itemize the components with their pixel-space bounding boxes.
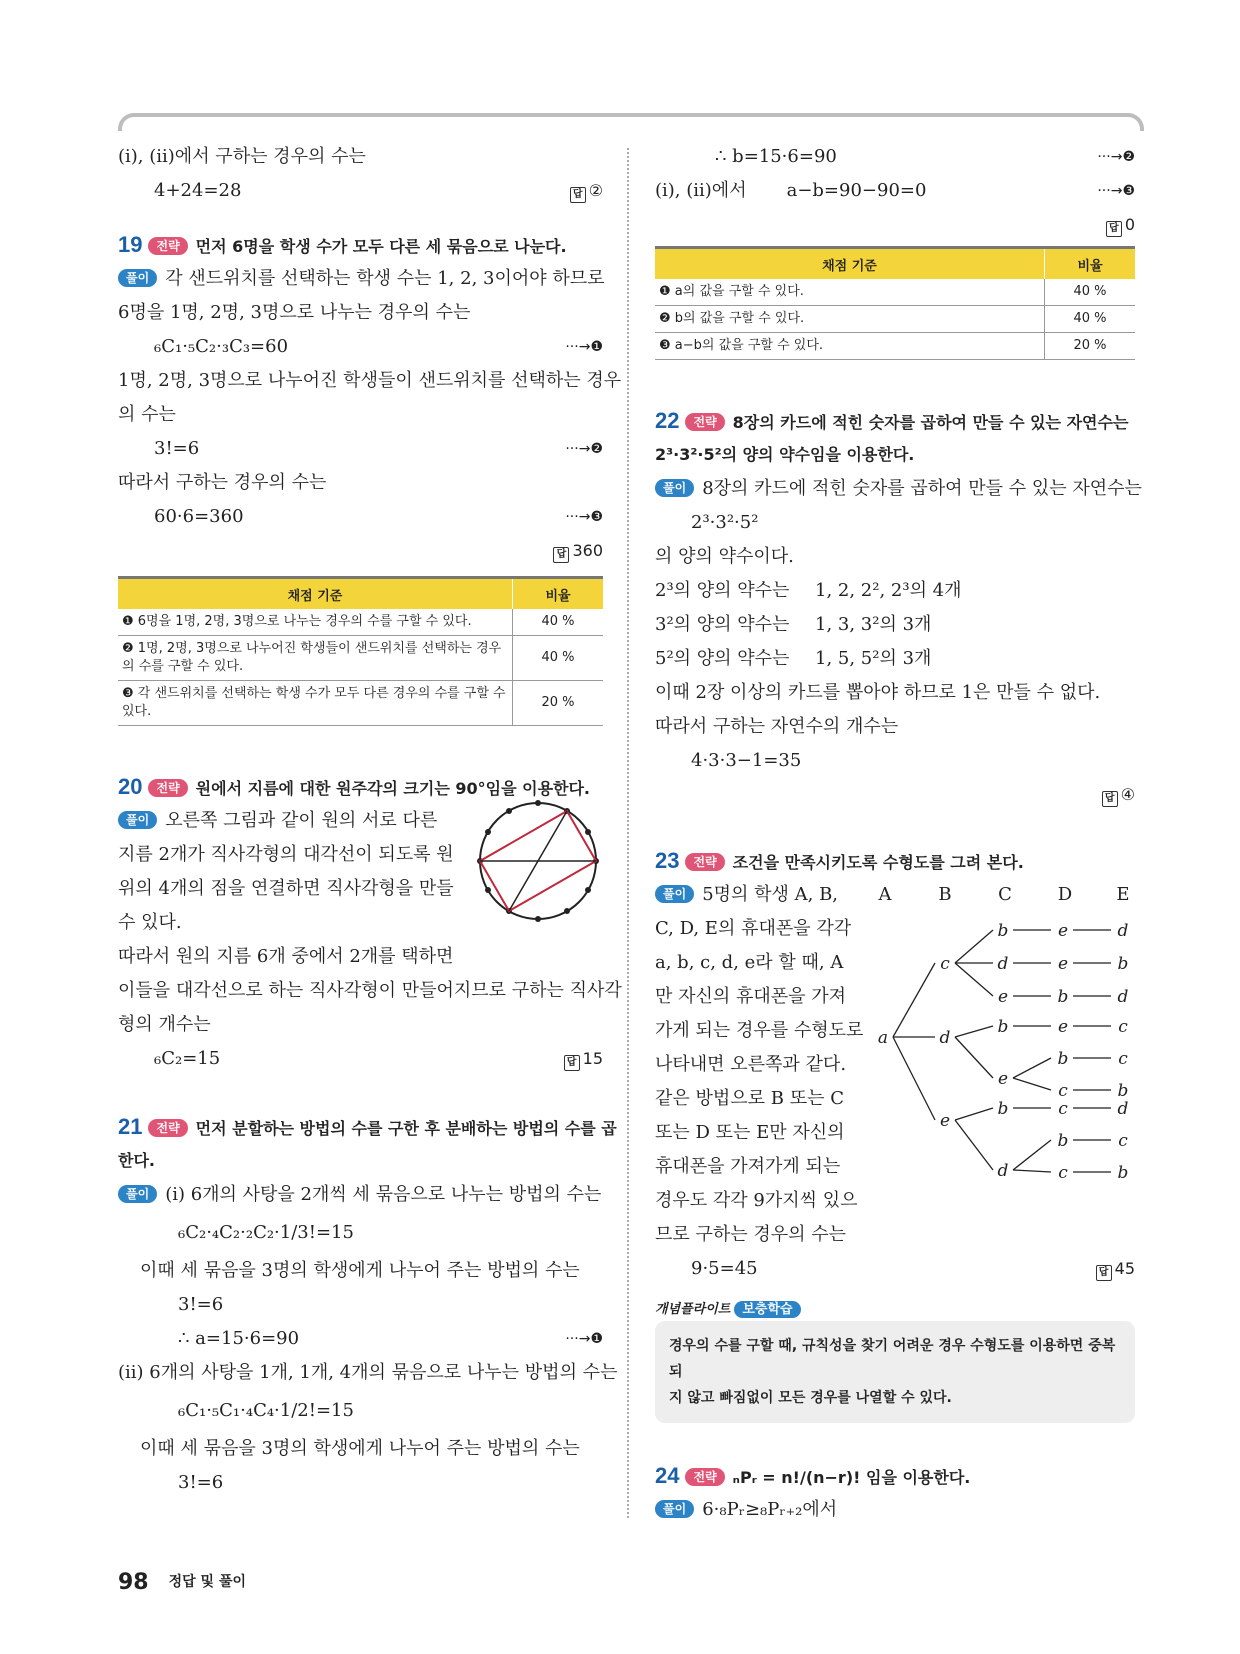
answer-line <box>118 534 603 568</box>
svg-text:c: c <box>1118 1049 1128 1069</box>
answer-icon: 답 <box>1096 1265 1112 1281</box>
equation: ∴ b=15·6=90 ···→❷ <box>655 140 1135 174</box>
ratio-cell: 40 % <box>1045 279 1136 306</box>
ratio-cell: 40 % <box>513 609 604 636</box>
answer-mark: 답 360 <box>553 534 603 568</box>
svg-text:c: c <box>940 954 950 974</box>
svg-text:e: e <box>1057 954 1069 974</box>
solution-line: 3²의 양의 약수는 1, 3, 3²의 3개 <box>655 614 932 635</box>
strategy-text: 8장의 카드에 적힌 숫자를 곱하여 만들 수 있는 자연수는 <box>732 413 1129 432</box>
solution-line: 의 수는 <box>118 404 176 425</box>
svg-text:e: e <box>1057 921 1069 941</box>
solution-line: 따라서 구하는 경우의 수는 <box>118 472 327 493</box>
question-24-header <box>655 1459 1135 1493</box>
solution-badge: 풀이 <box>118 811 157 829</box>
equation: 4+24=28 답 ② <box>118 174 603 208</box>
answer-icon: 답 <box>1102 791 1118 807</box>
solution-line: 풀이 각 샌드위치를 선택하는 학생 수는 1, 2, 3이어야 하므로 <box>118 262 603 296</box>
svg-text:c: c <box>1058 1163 1068 1183</box>
svg-text:b: b <box>997 921 1009 941</box>
step-marker: ···→❶ <box>565 339 603 355</box>
solution-line: 이들을 대각선으로 하는 직사각형이 만들어지므로 구하는 직사각 <box>118 980 622 1001</box>
grading-header: 채점 기준 <box>655 248 1045 280</box>
solution-line: 의 양의 약수이다. <box>655 546 794 567</box>
grading-row: ❷ b의 값을 구할 수 있다. <box>655 306 1045 333</box>
column-divider <box>627 148 629 1518</box>
solution-line: 6명을 1명, 2명, 3명으로 나누는 경우의 수는 <box>118 302 471 323</box>
question-number: 20 <box>118 774 143 799</box>
ratio-cell: 40 % <box>1045 306 1136 333</box>
step-marker: ···→❶ <box>565 1331 603 1347</box>
solution-line: 이때 2장 이상의 카드를 뽑아야 하므로 1은 만들 수 없다. <box>655 682 1101 703</box>
grading-row: ❷ 1명, 2명, 3명으로 나누어진 학생들이 샌드위치를 선택하는 경우의 수를 구할 수 있다. <box>118 636 513 681</box>
solution-line: 지름 2개가 직사각형의 대각선이 되도록 원 <box>118 844 454 865</box>
solution-line: 풀이 오른쪽 그림과 같이 원의 서로 다른 <box>118 804 603 838</box>
ratio-cell: 20 % <box>1045 333 1136 360</box>
strategy-text: 원에서 지름에 대한 원주각의 크기는 90°임을 이용한다. <box>195 779 591 798</box>
svg-text:d: d <box>997 1161 1009 1181</box>
tip-box: 경우의 수를 구할 때, 규칙성을 찾기 어려운 경우 수형도를 이용하면 중복되 지 않고 빠짐없이 모든 경우를 나열할 수 있다. <box>655 1321 1135 1423</box>
strategy-text: ₙPᵣ = n!/(n−r)! 임을 이용한다. <box>732 1468 971 1487</box>
step-marker: ···→❸ <box>565 509 603 525</box>
question-21-header <box>118 1110 617 1144</box>
solution-line: 위의 4개의 점을 연결하면 직사각형을 만들 <box>118 878 454 899</box>
ratio-cell: 40 % <box>513 636 604 681</box>
solution-line: 풀이 (i) 6개의 사탕을 2개씩 세 묶음으로 나누는 방법의 수는 <box>118 1178 603 1212</box>
question-19-header <box>118 228 603 262</box>
solution-line: 므로 구하는 경우의 수는 <box>655 1224 847 1245</box>
ratio-header: 비율 <box>513 578 604 610</box>
svg-text:c: c <box>1118 1017 1128 1037</box>
solution-line: 형의 개수는 <box>118 1014 211 1035</box>
question-number: 19 <box>118 232 143 257</box>
strategy-badge: 전략 <box>685 413 724 431</box>
svg-text:e: e <box>939 1111 951 1131</box>
svg-text:b: b <box>997 1099 1009 1119</box>
equation: ₆C₂=15 답 15 <box>118 1042 603 1076</box>
strategy-text: 먼저 분할하는 방법의 수를 구한 후 분배하는 방법의 수를 곱 <box>195 1119 617 1138</box>
solution-line: 이때 세 묶음을 3명의 학생에게 나누어 주는 방법의 수는 <box>140 1260 580 1281</box>
svg-text:d: d <box>1117 1099 1129 1119</box>
question-22-header <box>655 404 1135 438</box>
ratio-cell: 20 % <box>513 681 604 726</box>
equation: ∴ a=15·6=90 ···→❶ <box>118 1322 603 1356</box>
grading-row: ❶ a의 값을 구할 수 있다. <box>655 279 1045 306</box>
strategy-line: 2³·3²·5²의 양의 약수임을 이용한다. <box>655 445 915 464</box>
solution-line: 5²의 양의 약수는 1, 5, 5²의 3개 <box>655 648 932 669</box>
tree-header: D <box>1057 884 1073 905</box>
strategy-badge: 전략 <box>148 779 187 797</box>
answer-line <box>655 778 1135 812</box>
left-column <box>118 140 622 1500</box>
equation: 3!=6 <box>178 1472 224 1493</box>
grading-row: ❶ 6명을 1명, 2명, 3명으로 나누는 경우의 수를 구할 수 있다. <box>118 609 513 636</box>
equation: 9·5=45 답 45 <box>655 1252 1135 1286</box>
solution-line: 같은 방법으로 B 또는 C <box>655 1088 844 1109</box>
strategy-text: 먼저 6명을 학생 수가 모두 다른 세 묶음으로 나눈다. <box>195 237 567 256</box>
grading-table <box>655 246 1135 360</box>
svg-text:b: b <box>1057 1049 1069 1069</box>
text-line: (i), (ii)에서 구하는 경우의 수는 <box>118 146 366 167</box>
answer-mark: 답 0 <box>1106 208 1135 242</box>
tree-header: A <box>878 884 892 905</box>
solution-line: 또는 D 또는 E만 자신의 <box>655 1122 845 1143</box>
equation: 3!=6 ···→❷ <box>118 432 603 466</box>
solution-line: 이때 세 묶음을 3명의 학생에게 나누어 주는 방법의 수는 <box>140 1438 580 1459</box>
equation: 60·6=360 ···→❸ <box>118 500 603 534</box>
equation: (i), (ii)에서 a−b=90−90=0 ···→❸ <box>655 174 1135 208</box>
solution-line: 나타내면 오른쪽과 같다. <box>655 1054 847 1075</box>
step-marker: ···→❷ <box>1097 149 1135 165</box>
answer-icon: 답 <box>564 1055 580 1071</box>
svg-text:b: b <box>1117 1163 1129 1183</box>
svg-text:b: b <box>1117 1081 1129 1101</box>
solution-line: C, D, E의 휴대폰을 각각 <box>655 918 852 939</box>
svg-text:b: b <box>997 1017 1009 1037</box>
svg-text:d: d <box>997 954 1009 974</box>
equation: ₆C₂·₄C₂·₂C₂·1/3!=15 <box>178 1222 354 1243</box>
page-number: 98 <box>118 1570 149 1595</box>
grading-row: ❸ a−b의 값을 구할 수 있다. <box>655 333 1045 360</box>
equation: 3!=6 <box>178 1294 224 1315</box>
tip-label: 개념플라이트 보충학습 <box>655 1298 1135 1317</box>
page-footer <box>118 1570 246 1595</box>
strategy-text: 조건을 만족시키도록 수형도를 그려 본다. <box>732 853 1024 872</box>
solution-line: 휴대폰을 가져가게 되는 <box>655 1156 841 1177</box>
tree-header: C <box>998 884 1012 905</box>
answer-line <box>655 208 1135 242</box>
strategy-badge: 전략 <box>148 1119 187 1137</box>
ratio-header: 비율 <box>1045 248 1136 280</box>
solution-line: 경우도 각각 9가지씩 있으 <box>655 1190 858 1211</box>
answer-mark: 답 45 <box>1096 1252 1135 1286</box>
svg-text:b: b <box>1117 954 1129 974</box>
svg-text:b: b <box>1057 1131 1069 1151</box>
solution-line: 2³의 양의 약수는 1, 2, 2², 2³의 4개 <box>655 580 962 601</box>
answer-mark: 답 15 <box>564 1042 603 1076</box>
solution-line: 가게 되는 경우를 수형도로 <box>655 1020 864 1041</box>
answer-icon: 답 <box>553 547 569 563</box>
question-number: 24 <box>655 1463 680 1488</box>
equation: ₆C₁·₅C₂·₃C₃=60 ···→❶ <box>118 330 603 364</box>
solution-line: 1명, 2명, 3명으로 나누어진 학생들이 샌드위치를 선택하는 경우 <box>118 370 622 391</box>
supplementary-tip <box>655 1298 1135 1423</box>
grading-row: ❸ 각 샌드위치를 선택하는 학생 수가 모두 다른 경우의 수를 구할 수 있다. <box>118 681 513 726</box>
solution-badge: 풀이 <box>655 479 694 497</box>
question-number: 21 <box>118 1114 143 1139</box>
svg-text:c: c <box>1058 1081 1068 1101</box>
right-column <box>655 140 1142 1527</box>
answer-icon: 답 <box>1106 221 1122 237</box>
solution-badge: 풀이 <box>655 885 694 903</box>
step-marker: ···→❷ <box>565 441 603 457</box>
question-23-header <box>655 844 1135 878</box>
equation: 4·3·3−1=35 <box>691 750 802 771</box>
solution-line: (ii) 6개의 사탕을 1개, 1개, 4개의 묶음으로 나누는 방법의 수는 <box>118 1362 618 1383</box>
solution-line: 수 있다. <box>118 912 182 933</box>
svg-text:d: d <box>1117 987 1129 1007</box>
svg-text:d: d <box>939 1028 951 1048</box>
answer-icon: 답 <box>570 187 586 203</box>
answer-mark: 답 ④ <box>1102 778 1135 812</box>
svg-text:a: a <box>877 1028 889 1048</box>
solution-line: 따라서 구하는 자연수의 개수는 <box>655 716 899 737</box>
svg-text:c: c <box>1058 1099 1068 1119</box>
solution-badge: 풀이 <box>118 269 157 287</box>
svg-text:b: b <box>1057 987 1069 1007</box>
solution-line: a, b, c, d, e라 할 때, A <box>655 952 844 973</box>
solution-line: 풀이 5명의 학생 A, B, <box>655 878 1135 912</box>
solution-line: 따라서 원의 지름 6개 중에서 2개를 택하면 <box>118 946 454 967</box>
strategy-badge: 전략 <box>685 853 724 871</box>
tree-header: E <box>1116 884 1130 905</box>
svg-text:d: d <box>1117 921 1129 941</box>
solution-line: 풀이 6·₈Pᵣ≥₈Pᵣ₊₂에서 <box>655 1493 1135 1527</box>
strategy-badge: 전략 <box>148 237 187 255</box>
step-marker: ···→❸ <box>1097 183 1135 199</box>
question-number: 22 <box>655 408 680 433</box>
footer-title: 정답 및 풀이 <box>168 1574 246 1590</box>
svg-text:e: e <box>1057 1017 1069 1037</box>
svg-text:e: e <box>997 987 1009 1007</box>
equation: 2³·3²·5² <box>691 512 759 533</box>
equation: ₆C₁·₅C₁·₄C₄·1/2!=15 <box>178 1400 354 1421</box>
solution-badge: 풀이 <box>118 1185 157 1203</box>
solution-badge: 풀이 <box>655 1500 694 1518</box>
grading-table <box>118 576 603 726</box>
top-border <box>118 113 1144 131</box>
tree-header: B <box>938 884 952 905</box>
solution-line: 풀이 8장의 카드에 적힌 숫자를 곱하여 만들 수 있는 자연수는 <box>655 472 1135 506</box>
strategy-badge: 전략 <box>685 1468 724 1486</box>
svg-text:e: e <box>997 1069 1009 1089</box>
question-number: 23 <box>655 848 680 873</box>
answer-mark: 답 ② <box>570 174 603 208</box>
grading-header: 채점 기준 <box>118 578 513 610</box>
svg-text:c: c <box>1118 1131 1128 1151</box>
strategy-line: 한다. <box>118 1151 155 1170</box>
solution-line: 만 자신의 휴대폰을 가져 <box>655 986 847 1007</box>
